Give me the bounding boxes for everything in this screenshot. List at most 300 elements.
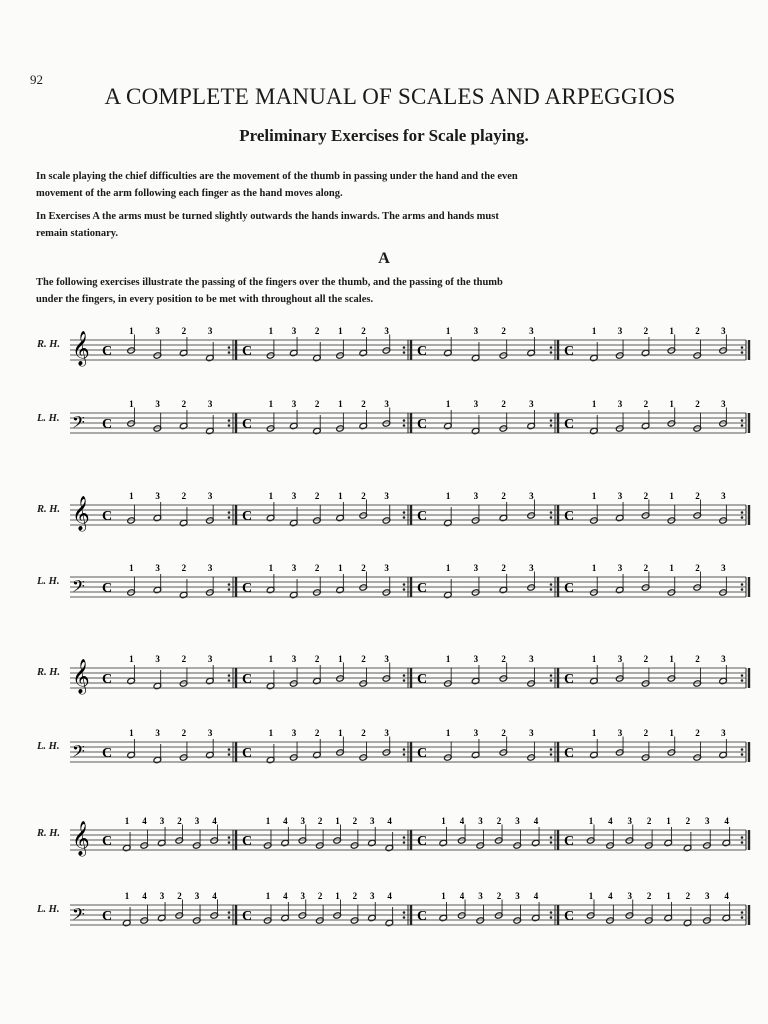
repeat-dot [228, 753, 231, 756]
fingering-number: 1 [129, 654, 134, 664]
fingering-number: 2 [361, 326, 366, 336]
treble-staff [70, 654, 749, 695]
repeat-dot [403, 748, 406, 751]
right-hand-label: R. H. [37, 667, 61, 678]
fingering-number: 3 [721, 326, 726, 336]
repeat-dot [741, 674, 744, 677]
fingering-number: 1 [445, 654, 451, 664]
fingering-number: 2 [695, 563, 700, 573]
fingering-number: 2 [181, 728, 187, 738]
fingering-number: 3 [384, 491, 389, 501]
left-hand-label: L. H. [37, 413, 60, 424]
fingering-number: 2 [361, 491, 366, 501]
fingering-number: 4 [608, 816, 613, 826]
fingering-number: 2 [314, 563, 320, 573]
repeat-dot [403, 424, 406, 427]
fingering-number: 3 [617, 654, 623, 664]
fingering-number: 3 [369, 816, 375, 826]
repeat-dot [741, 419, 744, 422]
bass-clef-icon: 𝄢 [72, 741, 85, 765]
fingering-number: 1 [591, 563, 597, 573]
fingering-number: 4 [387, 891, 392, 901]
fingering-number: 3 [529, 654, 534, 664]
fingering-number: 3 [291, 654, 297, 664]
time-signature: C [102, 672, 113, 687]
fingering-number: 1 [445, 399, 451, 409]
fingering-number: 2 [361, 728, 366, 738]
fingering-number: 3 [529, 491, 534, 501]
fingering-number: 2 [361, 654, 366, 664]
treble-staff [70, 491, 749, 532]
time-signature: C [242, 834, 253, 849]
fingering-number: 1 [129, 399, 134, 409]
repeat-dot [403, 841, 406, 844]
repeat-dot [228, 916, 231, 919]
fingering-number: 1 [588, 891, 594, 901]
repeat-dot [550, 911, 553, 914]
fingering-number: 1 [124, 816, 130, 826]
fingering-number: 3 [155, 399, 160, 409]
fingering-number: 2 [314, 491, 320, 501]
fingering-number: 4 [212, 891, 217, 901]
fingering-number: 4 [459, 816, 465, 826]
time-signature: C [564, 344, 575, 359]
fingering-number: 4 [142, 816, 147, 826]
fingering-number: 1 [129, 728, 134, 738]
fingering-number: 2 [181, 491, 187, 501]
fingering-number: 2 [501, 399, 506, 409]
fingering-number: 1 [588, 816, 594, 826]
repeat-dot [403, 419, 406, 422]
fingering-number: 1 [268, 399, 274, 409]
fingering-number: 3 [529, 563, 534, 573]
fingering-number: 3 [155, 491, 160, 501]
fingering-number: 3 [369, 891, 375, 901]
repeat-dot [228, 516, 231, 519]
fingering-number: 1 [268, 491, 274, 501]
left-hand-label: L. H. [37, 741, 60, 752]
fingering-number: 1 [445, 326, 451, 336]
fingering-number: 2 [352, 891, 358, 901]
repeat-dot [228, 836, 231, 839]
fingering-number: 3 [384, 728, 389, 738]
exercise-letter: A [378, 250, 390, 267]
fingering-number: 3 [300, 816, 305, 826]
repeat-dot [741, 679, 744, 682]
repeat-dot [228, 674, 231, 677]
fingering-number: 1 [338, 728, 343, 738]
time-signature: C [564, 834, 575, 849]
fingering-number: 3 [515, 891, 520, 901]
fingering-number: 1 [591, 399, 597, 409]
treble-staff [70, 326, 749, 367]
fingering-number: 1 [265, 891, 271, 901]
fingering-number: 3 [478, 891, 483, 901]
fingering-number: 2 [314, 326, 320, 336]
repeat-dot [403, 588, 406, 591]
fingering-number: 3 [291, 563, 297, 573]
fingering-number: 2 [317, 816, 323, 826]
repeat-dot [550, 748, 553, 751]
time-signature: C [564, 417, 575, 432]
repeat-dot [228, 511, 231, 514]
fingering-number: 1 [268, 654, 274, 664]
fingering-number: 3 [159, 891, 165, 901]
fingering-number: 2 [685, 816, 691, 826]
time-signature: C [242, 581, 253, 596]
repeat-dot [403, 836, 406, 839]
bass-clef-icon: 𝄢 [72, 412, 85, 436]
section-line: The following exercises illustrate the passing of the fingers over the thumb, and the passing of the thumb [36, 277, 503, 288]
time-signature: C [417, 417, 428, 432]
repeat-dot [741, 583, 744, 586]
fingering-number: 2 [314, 654, 320, 664]
page-number: 92 [30, 72, 43, 87]
fingering-number: 2 [695, 654, 700, 664]
fingering-number: 3 [617, 491, 623, 501]
fingering-number: 4 [724, 816, 729, 826]
bass-staff [70, 891, 749, 928]
fingering-number: 4 [533, 891, 539, 901]
fingering-number: 4 [212, 816, 217, 826]
fingering-number: 2 [685, 891, 691, 901]
intro-line: movement of the arm following each finger as the hand moves along. [36, 188, 343, 199]
left-hand-label: L. H. [37, 576, 60, 587]
repeat-dot [228, 911, 231, 914]
fingering-number: 1 [265, 816, 271, 826]
fingering-number: 2 [501, 563, 506, 573]
fingering-number: 1 [591, 491, 597, 501]
repeat-dot [403, 516, 406, 519]
fingering-number: 2 [361, 399, 366, 409]
fingering-number: 3 [721, 399, 726, 409]
repeat-dot [550, 424, 553, 427]
fingering-number: 3 [704, 891, 710, 901]
fingering-number: 3 [207, 399, 213, 409]
fingering-number: 3 [617, 563, 623, 573]
time-signature: C [417, 909, 428, 924]
fingering-number: 1 [129, 491, 134, 501]
fingering-number: 3 [207, 326, 213, 336]
fingering-number: 1 [124, 891, 130, 901]
time-signature: C [417, 746, 428, 761]
fingering-number: 1 [666, 891, 671, 901]
fingering-number: 3 [207, 491, 213, 501]
fingering-number: 3 [478, 816, 483, 826]
fingering-number: 2 [501, 491, 506, 501]
repeat-dot [403, 753, 406, 756]
repeat-dot [550, 511, 553, 514]
repeat-dot [228, 351, 231, 354]
fingering-number: 1 [268, 563, 274, 573]
repeat-dot [550, 583, 553, 586]
fingering-number: 3 [617, 728, 623, 738]
treble-clef-icon: 𝄞 [72, 496, 90, 531]
time-signature: C [102, 746, 113, 761]
repeat-dot [741, 346, 744, 349]
fingering-number: 4 [724, 891, 729, 901]
time-signature: C [102, 417, 113, 432]
fingering-number: 1 [669, 654, 674, 664]
time-signature: C [102, 909, 113, 924]
fingering-number: 1 [666, 816, 671, 826]
fingering-number: 1 [129, 326, 134, 336]
fingering-number: 3 [473, 399, 479, 409]
fingering-number: 3 [159, 816, 165, 826]
fingering-number: 1 [591, 728, 597, 738]
time-signature: C [564, 581, 575, 596]
fingering-number: 3 [529, 326, 534, 336]
fingering-number: 3 [291, 491, 297, 501]
bass-staff [70, 728, 749, 765]
fingering-number: 3 [291, 399, 297, 409]
repeat-dot [403, 679, 406, 682]
repeat-dot [741, 748, 744, 751]
repeat-dot [550, 346, 553, 349]
fingering-number: 2 [181, 326, 187, 336]
fingering-number: 2 [317, 891, 323, 901]
treble-clef-icon: 𝄞 [72, 659, 90, 694]
fingering-number: 2 [501, 654, 506, 664]
repeat-dot [741, 511, 744, 514]
fingering-number: 2 [501, 326, 506, 336]
repeat-dot [228, 588, 231, 591]
right-hand-label: R. H. [37, 828, 61, 839]
fingering-number: 1 [335, 816, 340, 826]
right-hand-label: R. H. [37, 339, 61, 350]
treble-staff [70, 816, 749, 857]
time-signature: C [102, 581, 113, 596]
fingering-number: 3 [300, 891, 305, 901]
fingering-number: 1 [591, 326, 597, 336]
left-hand-label: L. H. [37, 904, 60, 915]
fingering-number: 1 [669, 326, 674, 336]
repeat-dot [741, 911, 744, 914]
fingering-number: 2 [181, 654, 187, 664]
fingering-number: 1 [338, 563, 343, 573]
time-signature: C [242, 672, 253, 687]
fingering-number: 3 [617, 326, 623, 336]
fingering-number: 2 [695, 728, 700, 738]
fingering-number: 1 [669, 491, 674, 501]
time-signature: C [417, 509, 428, 524]
fingering-number: 1 [335, 891, 340, 901]
fingering-number: 3 [155, 563, 160, 573]
time-signature: C [564, 746, 575, 761]
section-line: under the fingers, in every position to be met with throughout all the scales. [36, 294, 374, 305]
fingering-number: 4 [387, 816, 392, 826]
fingering-number: 3 [627, 816, 632, 826]
fingering-number: 3 [704, 816, 710, 826]
fingering-number: 2 [352, 816, 358, 826]
fingering-number: 1 [591, 654, 597, 664]
fingering-number: 2 [314, 399, 320, 409]
fingering-number: 3 [721, 491, 726, 501]
fingering-number: 3 [473, 563, 479, 573]
repeat-dot [550, 841, 553, 844]
fingering-number: 2 [181, 399, 187, 409]
treble-clef-icon: 𝄞 [72, 821, 90, 856]
bass-clef-icon: 𝄢 [72, 904, 85, 928]
time-signature: C [564, 909, 575, 924]
fingering-number: 3 [529, 399, 534, 409]
time-signature: C [102, 834, 113, 849]
fingering-number: 2 [643, 654, 649, 664]
intro-line: In Exercises A the arms must be turned slightly outwards the hands inwards. The arms and hands must [36, 211, 499, 222]
fingering-number: 1 [669, 728, 674, 738]
time-signature: C [564, 509, 575, 524]
fingering-number: 1 [441, 816, 446, 826]
fingering-number: 2 [695, 326, 700, 336]
fingering-number: 2 [501, 728, 506, 738]
repeat-dot [741, 753, 744, 756]
fingering-number: 3 [617, 399, 623, 409]
fingering-number: 3 [207, 563, 213, 573]
fingering-number: 3 [291, 728, 297, 738]
fingering-number: 3 [384, 654, 389, 664]
fingering-number: 3 [194, 891, 200, 901]
repeat-dot [550, 588, 553, 591]
repeat-dot [550, 753, 553, 756]
intro-line: remain stationary. [36, 228, 119, 239]
time-signature: C [564, 672, 575, 687]
repeat-dot [550, 674, 553, 677]
repeat-dot [550, 419, 553, 422]
fingering-number: 2 [643, 563, 649, 573]
fingering-number: 3 [515, 816, 520, 826]
fingering-number: 1 [268, 326, 274, 336]
fingering-number: 3 [473, 654, 479, 664]
repeat-dot [228, 419, 231, 422]
bass-clef-icon: 𝄢 [72, 576, 85, 600]
fingering-number: 2 [181, 563, 187, 573]
repeat-dot [550, 351, 553, 354]
repeat-dot [741, 916, 744, 919]
fingering-number: 4 [283, 816, 288, 826]
fingering-number: 2 [643, 399, 649, 409]
fingering-number: 3 [473, 728, 479, 738]
fingering-number: 3 [384, 399, 389, 409]
fingering-number: 3 [721, 563, 726, 573]
fingering-number: 3 [627, 891, 632, 901]
time-signature: C [417, 834, 428, 849]
fingering-number: 1 [445, 491, 451, 501]
fingering-number: 2 [643, 491, 649, 501]
repeat-dot [228, 424, 231, 427]
fingering-number: 1 [445, 728, 451, 738]
intro-line: In scale playing the chief difficulties are the movement of the thumb in passing under the hand and the even [36, 171, 518, 182]
time-signature: C [242, 909, 253, 924]
fingering-number: 4 [533, 816, 539, 826]
repeat-dot [741, 516, 744, 519]
repeat-dot [741, 351, 744, 354]
fingering-number: 2 [496, 891, 502, 901]
fingering-number: 1 [338, 326, 343, 336]
time-signature: C [417, 581, 428, 596]
section-subtitle: Preliminary Exercises for Scale playing. [239, 126, 529, 145]
repeat-dot [228, 679, 231, 682]
repeat-dot [228, 346, 231, 349]
time-signature: C [242, 344, 253, 359]
repeat-dot [550, 916, 553, 919]
repeat-dot [228, 748, 231, 751]
fingering-number: 3 [721, 728, 726, 738]
repeat-dot [741, 588, 744, 591]
fingering-number: 1 [669, 399, 674, 409]
fingering-number: 2 [646, 816, 652, 826]
fingering-number: 3 [194, 816, 200, 826]
fingering-number: 3 [384, 326, 389, 336]
fingering-number: 1 [669, 563, 674, 573]
fingering-number: 1 [445, 563, 451, 573]
fingering-number: 3 [291, 326, 297, 336]
fingering-number: 2 [177, 816, 182, 826]
bass-staff [70, 399, 749, 436]
time-signature: C [242, 509, 253, 524]
repeat-dot [741, 841, 744, 844]
fingering-number: 2 [643, 326, 649, 336]
repeat-dot [403, 351, 406, 354]
fingering-number: 2 [314, 728, 320, 738]
bass-staff [70, 563, 749, 600]
repeat-dot [741, 424, 744, 427]
repeat-dot [741, 836, 744, 839]
fingering-number: 3 [473, 326, 479, 336]
fingering-number: 4 [142, 891, 147, 901]
fingering-number: 3 [155, 326, 160, 336]
fingering-number: 2 [361, 563, 366, 573]
time-signature: C [242, 746, 253, 761]
page-title: A COMPLETE MANUAL OF SCALES AND ARPEGGIOS [104, 84, 676, 109]
fingering-number: 1 [338, 399, 343, 409]
fingering-number: 1 [129, 563, 134, 573]
fingering-number: 1 [268, 728, 274, 738]
fingering-number: 3 [155, 728, 160, 738]
fingering-number: 2 [177, 891, 182, 901]
right-hand-label: R. H. [37, 504, 61, 515]
fingering-number: 3 [473, 491, 479, 501]
repeat-dot [403, 346, 406, 349]
fingering-number: 2 [496, 816, 502, 826]
repeat-dot [228, 583, 231, 586]
time-signature: C [417, 672, 428, 687]
fingering-number: 3 [384, 563, 389, 573]
fingering-number: 4 [608, 891, 613, 901]
repeat-dot [550, 836, 553, 839]
fingering-number: 3 [207, 654, 213, 664]
fingering-number: 4 [283, 891, 288, 901]
time-signature: C [102, 509, 113, 524]
fingering-number: 3 [529, 728, 534, 738]
fingering-number: 1 [338, 491, 343, 501]
fingering-number: 3 [155, 654, 160, 664]
fingering-number: 1 [338, 654, 343, 664]
fingering-number: 2 [646, 891, 652, 901]
time-signature: C [242, 417, 253, 432]
repeat-dot [403, 916, 406, 919]
fingering-number: 2 [695, 399, 700, 409]
fingering-number: 2 [695, 491, 700, 501]
treble-clef-icon: 𝄞 [72, 331, 90, 366]
repeat-dot [403, 583, 406, 586]
repeat-dot [228, 841, 231, 844]
repeat-dot [403, 511, 406, 514]
repeat-dot [550, 516, 553, 519]
fingering-number: 3 [207, 728, 213, 738]
time-signature: C [102, 344, 113, 359]
repeat-dot [403, 674, 406, 677]
repeat-dot [550, 679, 553, 682]
